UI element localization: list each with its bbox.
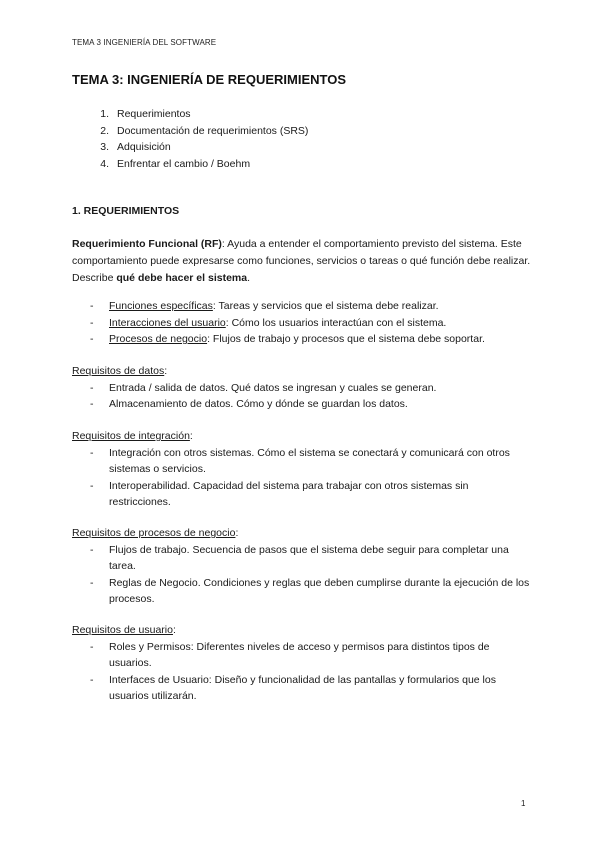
toc-item: [72, 139, 308, 156]
rf-emphasis: qué debe hacer el sistema: [116, 271, 248, 284]
table-of-contents: [72, 106, 308, 172]
dash-bullet: -: [90, 316, 94, 329]
running-header: TEMA 3 INGENIERÍA DEL SOFTWARE: [72, 38, 217, 47]
subsection-heading: Requisitos de usuario:: [72, 624, 176, 636]
list-item: - Roles y Permisos: Diferentes niveles de acceso y permisos para distintos tipos de usuarios.: [90, 640, 490, 669]
list-item: - Interoperabilidad. Capacidad del sistema para trabajar con otros sistemas sin restricciones.: [90, 479, 469, 508]
list-item: - Almacenamiento de datos. Cómo y dónde se guardan los datos.: [72, 396, 532, 413]
integracion-list: [72, 445, 532, 511]
dash-bullet: -: [90, 446, 94, 459]
dash-bullet: -: [90, 576, 94, 589]
rf-definition: [72, 236, 532, 286]
rf-end: .: [247, 271, 251, 284]
dash-bullet: -: [90, 543, 94, 556]
negocio-list: [72, 542, 532, 608]
datos-block: [72, 363, 532, 413]
list-item: - Interfaces de Usuario: Diseño y funcionalidad de las pantallas y formularios que los usuarios utilizarán.: [90, 673, 496, 702]
toc-item: [72, 156, 308, 173]
negocio-block: [72, 525, 532, 608]
usuario-list: [72, 639, 532, 705]
toc-number: 1.: [100, 108, 109, 120]
item-text: : Cómo los usuarios interactúan con el sistema.: [225, 316, 447, 329]
list-item: - Integración con otros sistemas. Cómo el sistema se conectará y comunicará con otros sistemas o servicios.: [90, 446, 510, 475]
toc-item: [72, 106, 308, 123]
item-text: : Flujos de trabajo y procesos que el sistema debe soportar.: [207, 333, 485, 345]
dash-bullet: -: [90, 479, 94, 492]
section-heading: 1. REQUERIMIENTOS: [72, 205, 180, 217]
toc-number: 3.: [100, 141, 109, 153]
dash-bullet: -: [90, 673, 94, 686]
usuario-block: [72, 622, 532, 705]
dash-bullet: -: [90, 300, 94, 312]
rf-list: [72, 298, 532, 348]
toc-label: Adquisición: [117, 141, 171, 153]
dash-bullet: -: [90, 640, 94, 653]
rf-list-block: [72, 298, 532, 348]
item-term: Procesos de negocio: [109, 333, 208, 345]
list-item: [72, 315, 532, 332]
toc-label: Documentación de requerimientos (SRS): [117, 124, 309, 137]
toc-label: Enfrentar el cambio / Boehm: [117, 157, 251, 170]
toc-label: Requerimientos: [117, 108, 191, 120]
dash-bullet: -: [90, 381, 94, 394]
item-term: Interacciones del usuario: [109, 316, 226, 329]
rf-term: Requerimiento Funcional (RF): [72, 238, 222, 250]
list-item: - Entrada / salida de datos. Qué datos se ingresan y cuales se generan.: [72, 380, 532, 397]
dash-bullet: -: [90, 398, 94, 410]
item-term: Funciones específicas: [109, 300, 213, 312]
rf-text: : Ayuda a entender el comportamiento previsto del sistema. Este comportamiento puede expresarse como funciones, servicios o tareas o qué función debe realizar. Describe: [72, 238, 531, 284]
subsection-heading: Requisitos de integración:: [72, 430, 193, 442]
subsection-heading: Requisitos de datos:: [72, 365, 168, 377]
list-item: - Flujos de trabajo. Secuencia de pasos que el sistema debe seguir para completar una tarea.: [90, 543, 509, 572]
integracion-block: [72, 428, 532, 511]
toc-number: 2.: [100, 124, 109, 137]
list-item: [72, 331, 532, 348]
toc-number: 4.: [100, 157, 109, 170]
toc-item: [72, 123, 308, 140]
page-number: 1: [521, 799, 526, 808]
list-item: - Reglas de Negocio. Condiciones y reglas que deben cumplirse durante la ejecución de los procesos.: [90, 576, 530, 605]
subsection-heading: Requisitos de procesos de negocio:: [72, 527, 239, 539]
list-item: [72, 298, 532, 315]
dash-bullet: -: [90, 333, 94, 345]
item-text: : Tareas y servicios que el sistema debe realizar.: [212, 300, 439, 312]
datos-list: [72, 380, 532, 413]
page-title: TEMA 3: INGENIERÍA DE REQUERIMIENTOS: [72, 72, 346, 87]
